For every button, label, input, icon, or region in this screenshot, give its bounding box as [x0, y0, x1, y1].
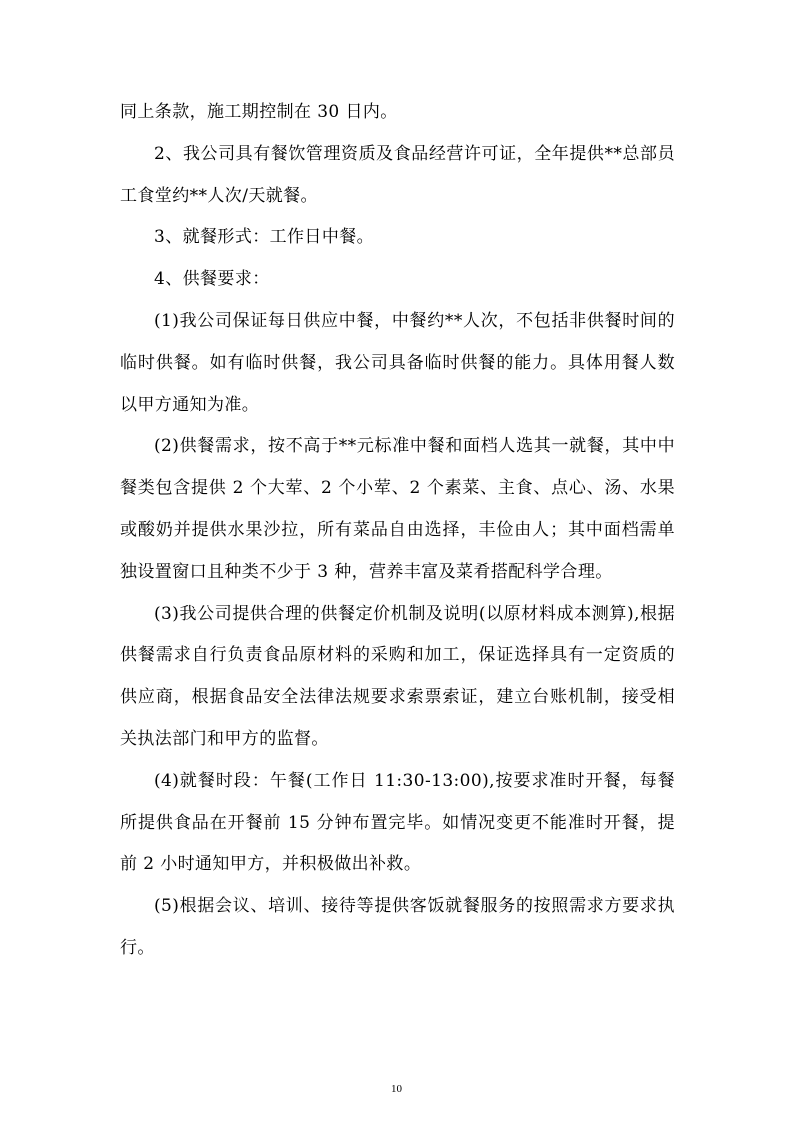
paragraph: (1)我公司保证每日供应中餐，中餐约**人次，不包括非供餐时间的临时供餐。如有临时供餐，我公司具备临时供餐的能力。具体用餐人数以甲方通知为准。 — [120, 310, 675, 415]
paragraph: 2、我公司具有餐饮管理资质及食品经营许可证，全年提供**总部员工食堂约**人次/天就餐。 — [120, 143, 675, 206]
paragraph: (5)根据会议、培训、接待等提供客饭就餐服务的按照需求方要求执行。 — [120, 896, 675, 958]
paragraph: (2)供餐需求，按不高于**元标准中餐和面档人选其一就餐，其中中餐类包含提供 2 个大荤、2 个小荤、2 个素菜、主食、点心、汤、水果或酸奶并提供水果沙拉，所有菜品自由选择，丰俭由人；其中面档需单独设置窗口且种类不少于 3 种，营养丰富及菜肴搭配科学合理。 — [120, 436, 675, 582]
paragraph: (4)就餐时段：午餐(工作日 11:30-13:00),按要求准时开餐，每餐所提供食品在开餐前 15 分钟布置完毕。如情况变更不能准时开餐，提前 2 小时通知甲方，并积极做出补救。 — [120, 770, 675, 875]
paragraph: 同上条款，施工期控制在 30 日内。 — [120, 102, 398, 122]
page-number: 10 — [391, 1083, 402, 1095]
paragraph: (3)我公司提供合理的供餐定价机制及说明(以原材料成本测算),根据供餐需求自行负责食品原材料的采购和加工，保证选择具有一定资质的供应商，根据食品安全法律法规要求索票索证，建立台账机制，接受相关执法部门和甲方的监督。 — [120, 603, 675, 749]
paragraph: 3、就餐形式：工作日中餐。 — [154, 227, 375, 248]
document-body — [120, 92, 675, 970]
paragraph: 4、供餐要求： — [154, 269, 270, 290]
